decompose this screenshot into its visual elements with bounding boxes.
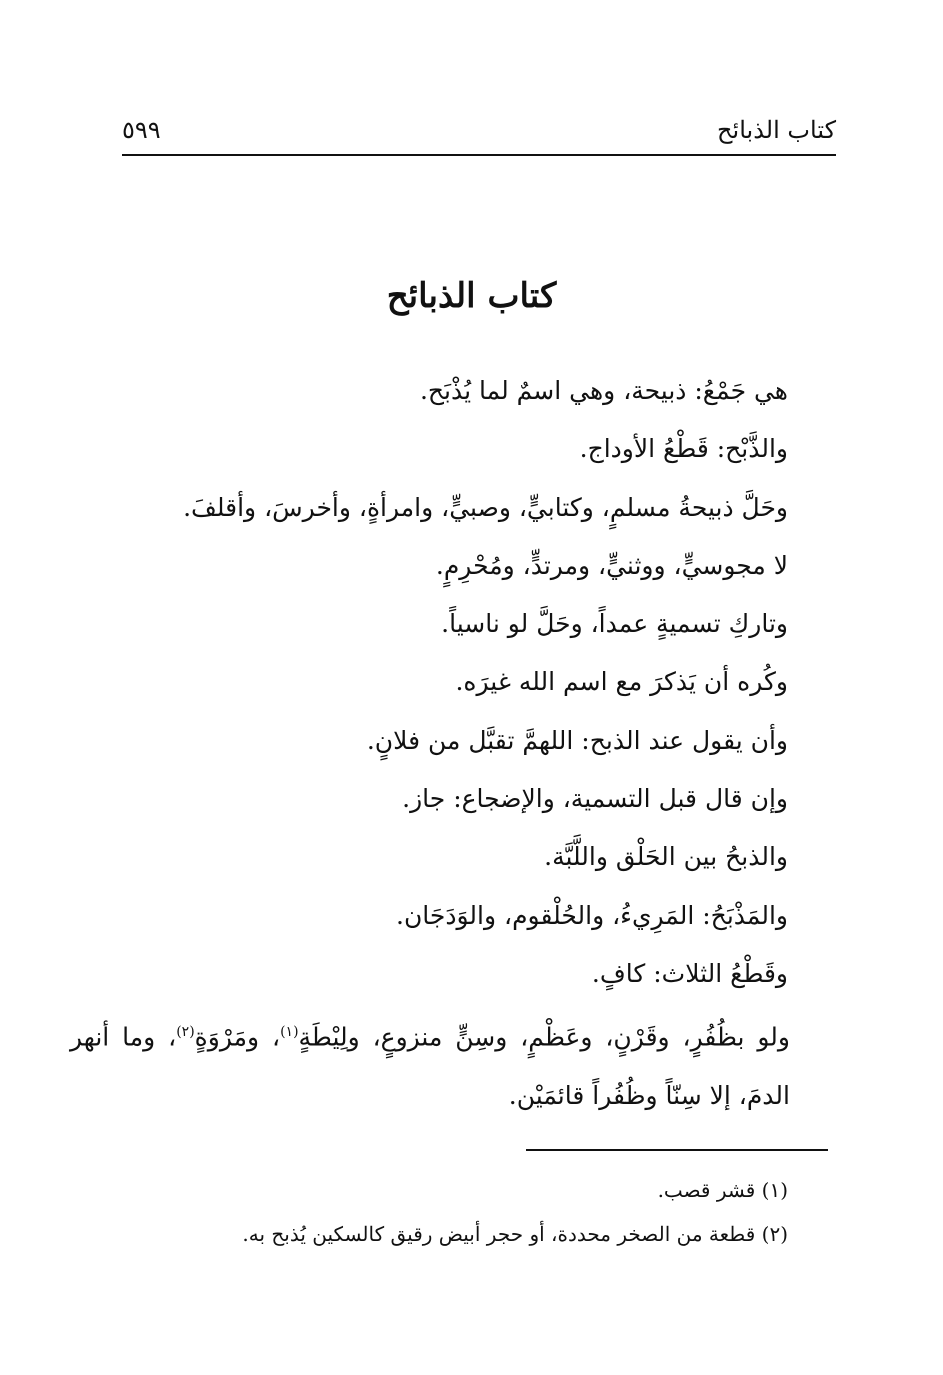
paragraph: لا مجوسيٍّ، ووثنيٍّ، ومرتدٍّ، ومُحْرِمٍ. (435, 550, 788, 580)
paragraph-text: ، وما أنهر الدمَ، إلا سِنّاً وظُفُراً قائمَيْن. (70, 1022, 790, 1110)
footnotes (108, 1168, 788, 1256)
footnote-divider (526, 1149, 828, 1151)
paragraph: هي جَمْعُ: ذبيحة، وهي اسمٌ لما يُذْبَح. (419, 376, 788, 405)
running-header-title: كتاب الذبائح (717, 116, 836, 144)
paragraph-text: ولو بظُفُرٍ، وقَرْنٍ، وعَظْمٍ، وسِنٍّ منزوعٍ، ولِيْطَةٍ (298, 1022, 790, 1052)
paragraph: وأن يقول عند الذبح: اللهمَّ تقبَّل من فلانٍ. (366, 725, 788, 755)
page-number: ٥٩٩ (122, 116, 161, 144)
paragraph-text: ، ومَرْوَةٍ (194, 1022, 281, 1052)
paragraph: وقَطْعُ الثلاث: كافٍ. (591, 958, 788, 988)
paragraph: والذَّبْح: قَطْعُ الأوداج. (579, 434, 788, 464)
footnote: (١) قشر قصب. (657, 1178, 788, 1202)
footnote-ref[interactable]: (٢) (176, 1024, 195, 1041)
paragraph: والمَذْبَحُ: المَرِيءُ، والحُلْقوم، والوَدَجَان. (396, 900, 788, 930)
main-text (70, 362, 790, 1125)
footnote-ref[interactable]: (١) (280, 1024, 299, 1041)
chapter-title: كتاب الذبائح (386, 276, 557, 316)
paragraph: وإن قال قبل التسمية، والإضجاع: جاز. (402, 784, 788, 814)
paragraph: وتاركِ تسميةٍ عمداً، وحَلَّ لو ناسياً. (441, 609, 788, 639)
paragraph-with-footnotes (70, 1003, 790, 1125)
footnote: (٢) قطعة من الصخر محددة، أو حجر أبيض رقيق كالسكين يُذبح به. (242, 1222, 788, 1246)
paragraph: وحَلَّ ذبيحةُ مسلمٍ، وكتابيٍّ، وصبيٍّ، وامرأةٍ، وأخرسَ، وأقلفَ. (183, 492, 788, 522)
paragraph: والذبحُ بين الحَلْق واللَّبَّة. (544, 842, 788, 872)
running-header (122, 112, 836, 156)
paragraph: وكُره أن يَذكرَ مع اسم الله غيرَه. (455, 667, 788, 697)
